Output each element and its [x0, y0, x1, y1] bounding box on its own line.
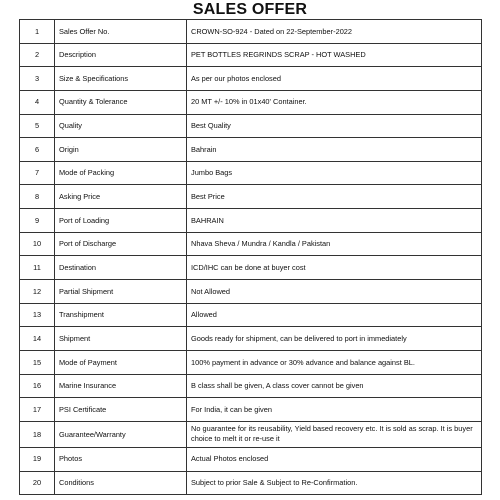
- table-row: [20, 374, 482, 398]
- row-value: For India, it can be given: [187, 398, 482, 422]
- row-number: 11: [20, 256, 55, 280]
- table-row: [20, 90, 482, 114]
- row-number: 10: [20, 232, 55, 256]
- row-number: 20: [20, 471, 55, 495]
- table-row: [20, 398, 482, 422]
- row-label: Origin: [55, 138, 187, 162]
- row-value: BAHRAIN: [187, 209, 482, 233]
- row-number: 9: [20, 209, 55, 233]
- table-row: [20, 232, 482, 256]
- table-row: [20, 138, 482, 162]
- table-row: [20, 303, 482, 327]
- row-label: Destination: [55, 256, 187, 280]
- table-row: [20, 447, 482, 471]
- row-value: 20 MT +/- 10% in 01x40' Container.: [187, 90, 482, 114]
- row-number: 2: [20, 43, 55, 67]
- row-label: Port of Discharge: [55, 232, 187, 256]
- row-value: As per our photos enclosed: [187, 67, 482, 91]
- row-value: PET BOTTLES REGRINDS SCRAP - HOT WASHED: [187, 43, 482, 67]
- row-label: Marine Insurance: [55, 374, 187, 398]
- row-label: Description: [55, 43, 187, 67]
- row-value: Nhava Sheva / Mundra / Kandla / Pakistan: [187, 232, 482, 256]
- row-label: PSI Certificate: [55, 398, 187, 422]
- table-row: [20, 256, 482, 280]
- row-label: Guarantee/Warranty: [55, 421, 187, 447]
- row-label: Size & Specifications: [55, 67, 187, 91]
- row-label: Transhipment: [55, 303, 187, 327]
- row-value: Best Price: [187, 185, 482, 209]
- row-label: Port of Loading: [55, 209, 187, 233]
- table-row: [20, 43, 482, 67]
- row-number: 15: [20, 350, 55, 374]
- row-number: 3: [20, 67, 55, 91]
- table-row: [20, 471, 482, 495]
- row-value: Actual Photos enclosed: [187, 447, 482, 471]
- sales-offer-table: [19, 19, 482, 495]
- row-value: B class shall be given, A class cover cannot be given: [187, 374, 482, 398]
- document-title: SALES OFFER: [192, 1, 308, 18]
- row-value: Jumbo Bags: [187, 161, 482, 185]
- row-number: 1: [20, 20, 55, 44]
- row-value: 100% payment in advance or 30% advance and balance against BL.: [187, 350, 482, 374]
- table-row: [20, 114, 482, 138]
- row-value: Bahrain: [187, 138, 482, 162]
- row-label: Mode of Payment: [55, 350, 187, 374]
- table-row: [20, 350, 482, 374]
- row-number: 6: [20, 138, 55, 162]
- row-label: Asking Price: [55, 185, 187, 209]
- row-value: Subject to prior Sale & Subject to Re-Confirmation.: [187, 471, 482, 495]
- table-row: [20, 280, 482, 304]
- row-number: 17: [20, 398, 55, 422]
- row-value: Best Quality: [187, 114, 482, 138]
- row-number: 8: [20, 185, 55, 209]
- row-number: 5: [20, 114, 55, 138]
- row-number: 16: [20, 374, 55, 398]
- row-number: 4: [20, 90, 55, 114]
- row-label: Quality: [55, 114, 187, 138]
- row-number: 14: [20, 327, 55, 351]
- table-row: [20, 161, 482, 185]
- row-value: No guarantee for its reusability, Yield based recovery etc. It is sold as scrap. It is buyer choice to melt it or re-use it: [187, 421, 482, 447]
- row-label: Sales Offer No.: [55, 20, 187, 44]
- row-number: 18: [20, 421, 55, 447]
- row-value: CROWN-SO-924 - Dated on 22-September-2022: [187, 20, 482, 44]
- table-row: [20, 209, 482, 233]
- row-number: 19: [20, 447, 55, 471]
- sales-offer-table-body: [20, 20, 482, 495]
- row-label: Mode of Packing: [55, 161, 187, 185]
- row-value: ICD/IHC can be done at buyer cost: [187, 256, 482, 280]
- table-row: [20, 185, 482, 209]
- row-label: Conditions: [55, 471, 187, 495]
- table-row: [20, 20, 482, 44]
- row-label: Quantity & Tolerance: [55, 90, 187, 114]
- row-value: Allowed: [187, 303, 482, 327]
- row-number: 7: [20, 161, 55, 185]
- table-row: [20, 67, 482, 91]
- row-number: 13: [20, 303, 55, 327]
- row-label: Partial Shipment: [55, 280, 187, 304]
- table-row: [20, 421, 482, 447]
- row-label: Shipment: [55, 327, 187, 351]
- row-value: Not Allowed: [187, 280, 482, 304]
- table-row: [20, 327, 482, 351]
- row-label: Photos: [55, 447, 187, 471]
- row-number: 12: [20, 280, 55, 304]
- row-value: Goods ready for shipment, can be delivered to port in immediately: [187, 327, 482, 351]
